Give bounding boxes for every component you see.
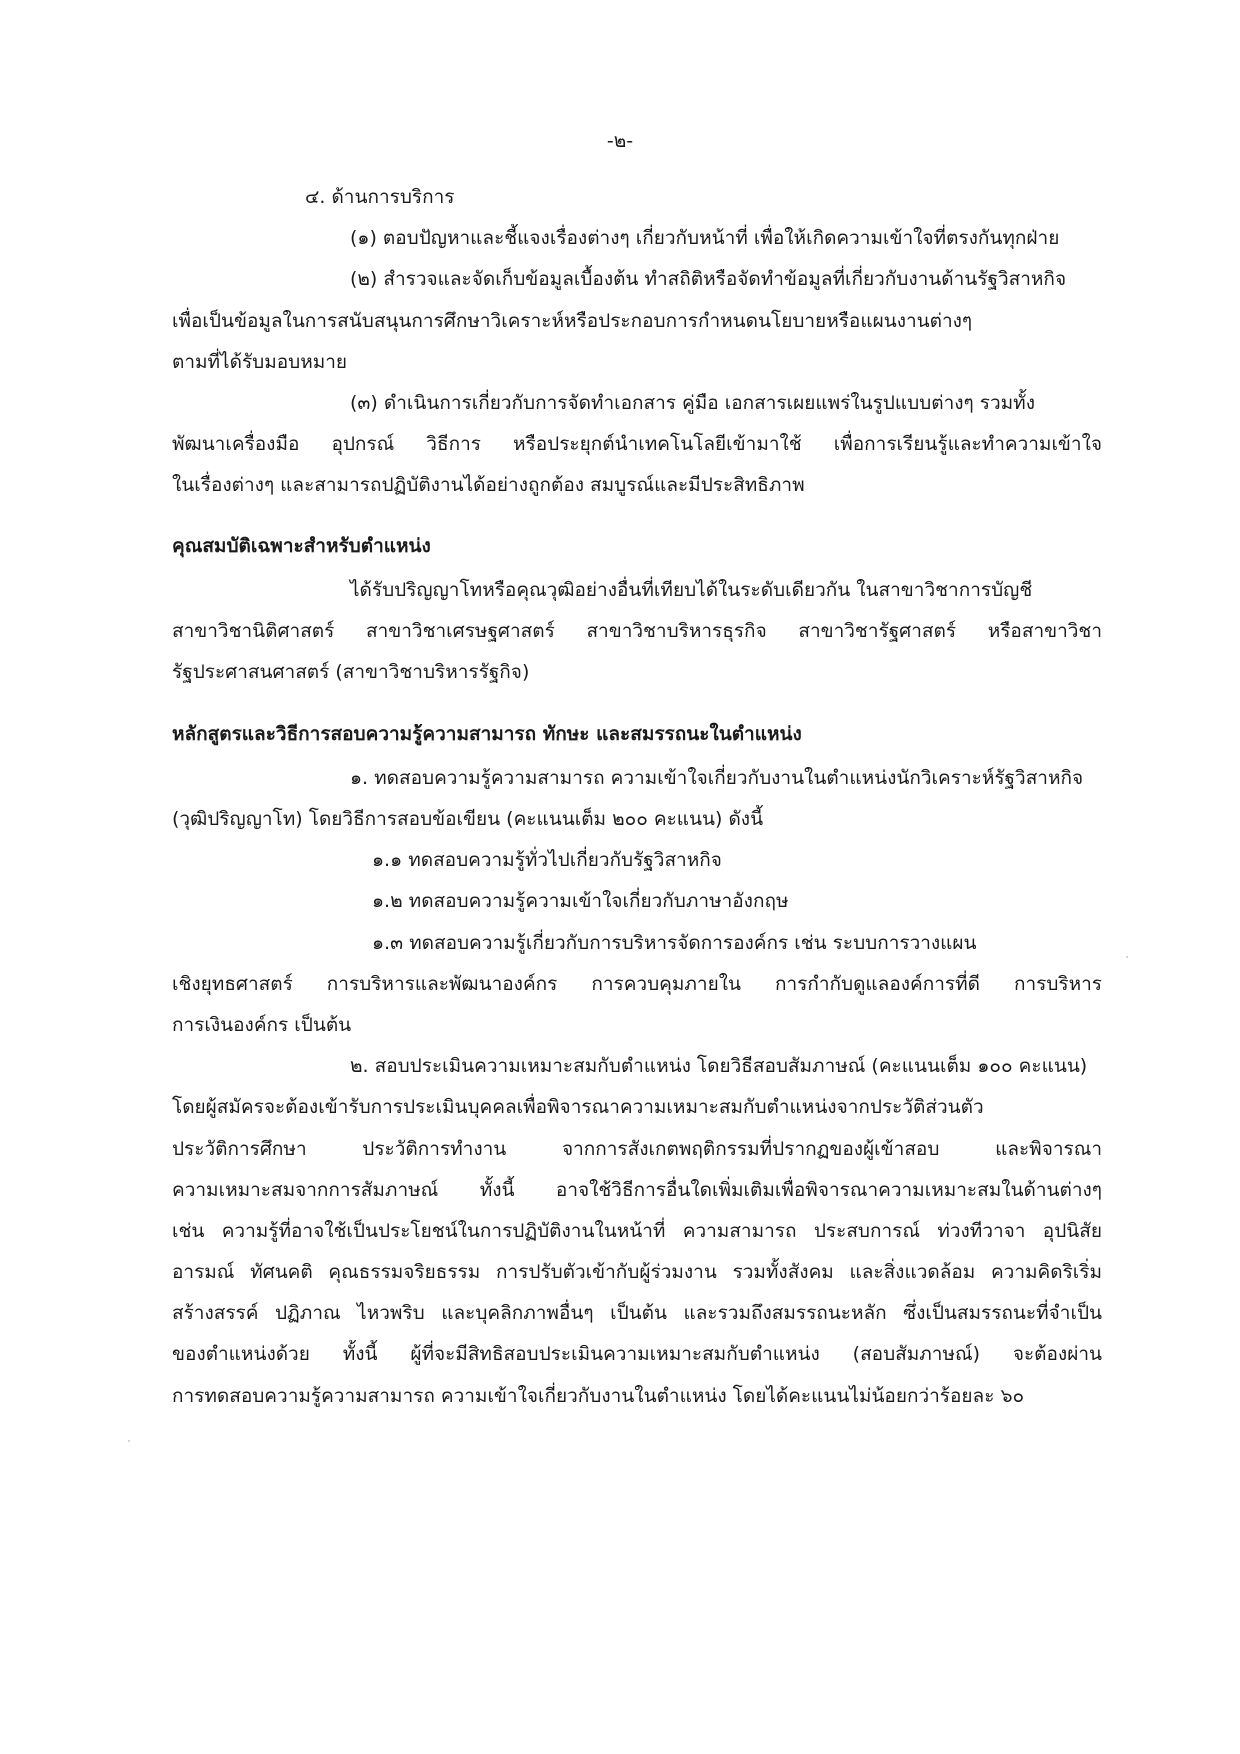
- scan-speck: [1126, 956, 1128, 958]
- part1-subitem-3-line-3: การเงินองค์กร เป็นต้น: [172, 1014, 352, 1036]
- qualifications-line-3: รัฐประศาสนศาสตร์ (สาขาวิชาบริหารรัฐกิจ): [172, 661, 530, 683]
- qualifications-heading: คุณสมบัติเฉพาะสำหรับตำแหน่ง: [172, 535, 431, 557]
- part2-line-8: ของตำแหน่งด้วย ทั้งนี้ ผู้ที่จะมีสิทธิสอบประเมินความเหมาะสมกับตำแหน่ง (สอบสัมภาษณ์) จะต้องผ่าน: [172, 1343, 1102, 1365]
- service-item-2-line-2: เพื่อเป็นข้อมูลในการสนับสนุนการศึกษาวิเคราะห์หรือประกอบการกำหนดนโยบายหรือแผนงานต่างๆ: [172, 310, 973, 332]
- part2-line-6: อารมณ์ ทัศนคติ คุณธรรมจริยธรรม การปรับตัวเข้ากับผู้ร่วมงาน รวมทั้งสังคม และสิ่งแวดล้อม ความคิดริเริ่ม: [172, 1261, 1102, 1283]
- page-number: -๒-: [606, 130, 634, 152]
- service-item-2-line-1: (๒) สำรวจและจัดเก็บข้อมูลเบื้องต้น ทำสถิติหรือจัดทำข้อมูลที่เกี่ยวกับงานด้านรัฐวิสาหกิจ: [350, 268, 1067, 290]
- part2-line-1: ๒. สอบประเมินความเหมาะสมกับตำแหน่ง โดยวิธีสอบสัมภาษณ์ (คะแนนเต็ม ๑๐๐ คะแนน): [350, 1055, 1088, 1077]
- qualifications-line-1: ได้รับปริญญาโทหรือคุณวุฒิอย่างอื่นที่เทียบได้ในระดับเดียวกัน ในสาขาวิชาการบัญชี: [350, 579, 1033, 601]
- service-item-3-line-2: พัฒนาเครื่องมือ อุปกรณ์ วิธีการ หรือประยุกต์นำเทคโนโลยีเข้ามาใช้ เพื่อการเรียนรู้และทำความเข้าใจ: [172, 433, 1102, 455]
- part2-line-3: ประวัติการศึกษา ประวัติการทำงาน จากการสังเกตพฤติกรรมที่ปรากฏของผู้เข้าสอบ และพิจารณา: [172, 1138, 1102, 1160]
- part1-line-2: (วุฒิปริญญาโท) โดยวิธีการสอบข้อเขียน (คะแนนเต็ม ๒๐๐ คะแนน) ดังนี้: [172, 808, 764, 830]
- part2-line-7: สร้างสรรค์ ปฏิภาณ ไหวพริบ และบุคลิกภาพอื่นๆ เป็นต้น และรวมถึงสมรรถนะหลัก ซึ่งเป็นสมรรถนะที่จำเป็น: [172, 1302, 1102, 1324]
- part2-line-9: การทดสอบความรู้ความสามารถ ความเข้าใจเกี่ยวกับงานในตำแหน่ง โดยได้คะแนนไม่น้อยกว่าร้อยละ ๖๐: [172, 1385, 1025, 1407]
- service-item-2-line-3: ตามที่ได้รับมอบหมาย: [172, 351, 348, 373]
- part1-subitem-3-line-2: เชิงยุทธศาสตร์ การบริหารและพัฒนาองค์กร การควบคุมภายใน การกำกับดูแลองค์การที่ดี การบริหาร: [172, 973, 1102, 995]
- part1-subitem-3-line-1: ๑.๓ ทดสอบความรู้เกี่ยวกับการบริหารจัดการองค์กร เช่น ระบบการวางแผน: [372, 932, 977, 954]
- service-item-1-line-1: (๑) ตอบปัญหาและชี้แจงเรื่องต่างๆ เกี่ยวกับหน้าที่ เพื่อให้เกิดความเข้าใจที่ตรงกันทุกฝ่าย: [350, 227, 1060, 249]
- qualifications-line-2: สาขาวิชานิติศาสตร์ สาขาวิชาเศรษฐศาสตร์ สาขาวิชาบริหารธุรกิจ สาขาวิชารัฐศาสตร์ หรือสาขาวิชา: [172, 620, 1102, 642]
- part1-subitem-1: ๑.๑ ทดสอบความรู้ทั่วไปเกี่ยวกับรัฐวิสาหกิจ: [372, 849, 722, 871]
- scan-speck: [128, 1440, 130, 1442]
- section-heading-services: ๔. ด้านการบริการ: [305, 186, 455, 208]
- curriculum-heading: หลักสูตรและวิธีการสอบความรู้ความสามารถ ทักษะ และสมรรถนะในตำแหน่ง: [172, 723, 802, 745]
- part1-subitem-2: ๑.๒ ทดสอบความรู้ความเข้าใจเกี่ยวกับภาษาอังกฤษ: [372, 890, 789, 912]
- part1-line-1: ๑. ทดสอบความรู้ความสามารถ ความเข้าใจเกี่ยวกับงานในตำแหน่งนักวิเคราะห์รัฐวิสาหกิจ: [350, 767, 1084, 789]
- part2-line-2: โดยผู้สมัครจะต้องเข้ารับการประเมินบุคคลเพื่อพิจารณาความเหมาะสมกับตำแหน่งจากประวัติส่วนตัว: [172, 1096, 984, 1118]
- service-item-3-line-1: (๓) ดำเนินการเกี่ยวกับการจัดทำเอกสาร คู่มือ เอกสารเผยแพร่ในรูปแบบต่างๆ รวมทั้ง: [350, 392, 1035, 414]
- part2-line-5: เช่น ความรู้ที่อาจใช้เป็นประโยชน์ในการปฏิบัติงานในหน้าที่ ความสามารถ ประสบการณ์ ท่วงทีวาจา อุปนิสัย: [172, 1220, 1102, 1242]
- service-item-3-line-3: ในเรื่องต่างๆ และสามารถปฏิบัติงานได้อย่างถูกต้อง สมบูรณ์และมีประสิทธิภาพ: [172, 474, 805, 496]
- part2-line-4: ความเหมาะสมจากการสัมภาษณ์ ทั้งนี้ อาจใช้วิธีการอื่นใดเพิ่มเติมเพื่อพิจารณาความเหมาะสมในด้านต่างๆ: [172, 1179, 1102, 1201]
